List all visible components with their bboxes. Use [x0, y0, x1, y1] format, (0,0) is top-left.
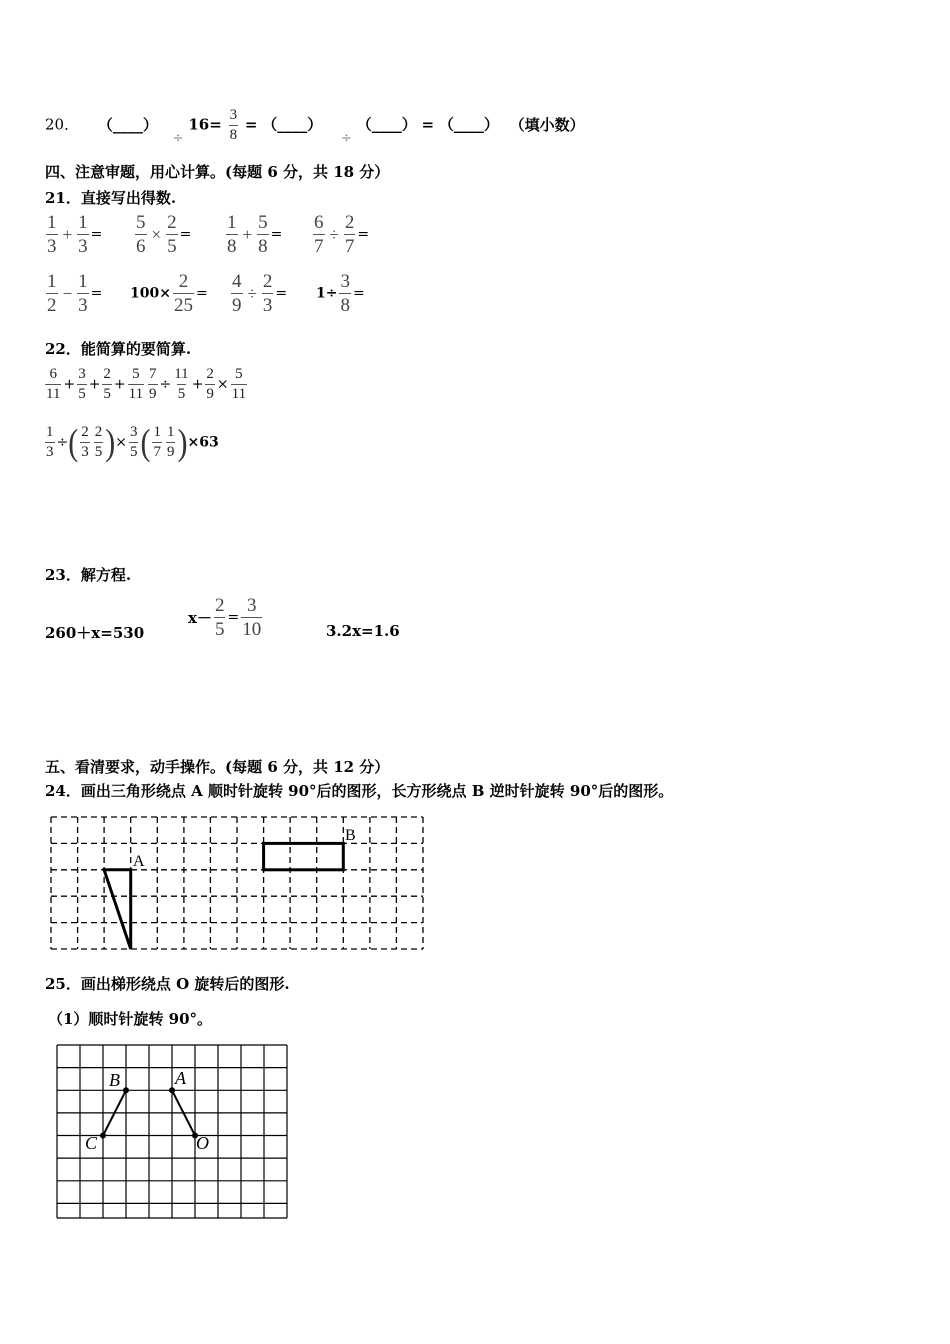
- point-c-label: C: [85, 1133, 98, 1153]
- q24-title: 24．画出三角形绕点 A 顺时针旋转 90°后的图形，长方形绕点 B 逆时针旋转 90°后的图形。: [45, 782, 674, 800]
- fraction: $\frac{6}{7}$: [314, 212, 324, 257]
- fraction: $\frac{3}{5}$: [78, 366, 86, 402]
- fraction: $\frac{2}{5}$: [103, 366, 111, 402]
- q21-item-7: $\frac{4}{9}$ ÷ $\frac{2}{3}$ =: [232, 271, 288, 316]
- point-b-label: B: [109, 1070, 120, 1090]
- fraction: $\frac{1}{7}$: [153, 424, 161, 460]
- q22-expr-2: $\frac{7}{9}$ ÷ $\frac{11}{5}$ + $\frac{2}{9}$ × $\frac{5}{11}$: [149, 366, 247, 402]
- fraction: $\frac{5}{11}$: [231, 366, 247, 402]
- fraction: $\frac{5}{8}$: [258, 212, 268, 257]
- point-a-label: A: [175, 1068, 186, 1088]
- fraction: $\frac{2}{7}$: [344, 212, 355, 257]
- q22-expr-3: $\frac{1}{3}$ ÷( $\frac{2}{3}$ $\frac{2}{5}$ )× $\frac{3}{5}$ ( $\frac{1}{7}$ $\frac{1}{9}$ )×63: [46, 421, 219, 463]
- q21-item-5: $\frac{1}{2}$ − $\frac{1}{3}$ =: [47, 271, 103, 316]
- fraction: $\frac{11}{5}$: [174, 366, 189, 402]
- q21-item-3: $\frac{1}{8}$ + $\frac{5}{8}$ =: [227, 212, 283, 257]
- q20-div-sign-2: ÷: [341, 130, 352, 146]
- q20-eq-1: =: [244, 115, 258, 134]
- q20-blank-3[interactable]: （____）: [356, 115, 417, 134]
- point-o-label: O: [196, 1133, 209, 1153]
- fraction: $\frac{1}{3}$: [78, 271, 88, 316]
- fraction: $\frac{2}{5}$: [167, 212, 177, 257]
- dashed-grid: [51, 817, 423, 949]
- solid-grid: [57, 1045, 287, 1218]
- q20-line: [45, 107, 585, 146]
- fraction: $\frac{2}{25}$: [173, 271, 193, 316]
- q25-sub1: （1）顺时针旋转 90°。: [48, 1010, 213, 1028]
- triangle-shape: [104, 870, 131, 949]
- point-a-label: A: [133, 853, 145, 870]
- q23-title: 23．解方程.: [45, 566, 132, 584]
- fraction: $\frac{3}{8}$: [340, 271, 350, 316]
- q25-figure: [52, 1040, 292, 1222]
- q22-title: 22．能简算的要简算.: [45, 340, 192, 358]
- q21-item-1: $\frac{1}{3}$ + $\frac{1}{3}$ =: [47, 212, 103, 257]
- point-b-label: B: [345, 827, 356, 844]
- fraction: $\frac{3}{10}$: [242, 595, 262, 640]
- fraction: $\frac{1}{2}$: [47, 271, 57, 316]
- fraction: $\frac{5}{6}$: [136, 212, 146, 257]
- q23-eq-1: 260＋x=530: [45, 624, 145, 642]
- q20-eq-2: =: [421, 115, 435, 134]
- point-c: [100, 1133, 106, 1139]
- q21-item-4: $\frac{6}{7}$ ÷ $\frac{2}{7}$ =: [314, 212, 370, 257]
- fraction: $\frac{2}{3}$: [262, 271, 273, 316]
- section5-title: 五、看清要求，动手操作。(每题 6 分，共 12 分）: [45, 758, 390, 776]
- q21-item-2: $\frac{5}{6}$ × $\frac{2}{5}$ =: [136, 212, 192, 257]
- fraction: $\frac{5}{11}$: [128, 366, 144, 402]
- fraction: $\frac{2}{5}$: [214, 595, 225, 640]
- fraction: $\frac{1}{3}$: [46, 424, 54, 460]
- q21-item-6: 100× $\frac{2}{25}$ =: [130, 271, 208, 316]
- q20-blank-1[interactable]: （____）: [97, 115, 158, 134]
- point-a: [169, 1087, 175, 1093]
- fraction: $\frac{1}{3}$: [47, 212, 57, 257]
- q21-item-8: 1÷ $\frac{3}{8}$ =: [316, 271, 365, 316]
- q20-note: （填小数）: [509, 115, 585, 134]
- rectangle-shape: [264, 843, 344, 869]
- fraction: $\frac{2}{3}$: [81, 424, 89, 460]
- fraction: $\frac{1}{8}$: [227, 212, 237, 257]
- q20-div-sign-1: ÷: [172, 130, 184, 146]
- point-b: [123, 1087, 129, 1093]
- q24-figure: [45, 810, 430, 955]
- section4-title: 四、注意审题，用心计算。(每题 6 分，共 18 分）: [45, 163, 390, 181]
- fraction: $\frac{1}{3}$: [78, 212, 88, 257]
- fraction: $\frac{6}{11}$: [46, 366, 61, 402]
- q20-blank-4[interactable]: （____）: [438, 115, 499, 134]
- fraction: $\frac{2}{5}$: [94, 424, 103, 460]
- q20-number: 20．: [45, 115, 80, 134]
- fraction: $\frac{4}{9}$: [232, 271, 242, 316]
- fraction: $\frac{3}{5}$: [129, 424, 138, 460]
- q23-eq-2: x－ $\frac{2}{5}$ = $\frac{3}{10}$: [188, 595, 262, 640]
- q20-blank-2[interactable]: （____）: [262, 115, 323, 134]
- q25-title: 25．画出梯形绕点 O 旋转后的图形.: [45, 975, 290, 993]
- fraction: $\frac{7}{9}$: [149, 366, 157, 402]
- q23-eq-3: 3.2x=1.6: [326, 622, 400, 640]
- q22-expr-1: $\frac{6}{11}$ + $\frac{3}{5}$ + $\frac{2}{5}$ + $\frac{5}{11}$: [46, 366, 144, 402]
- q20-sixteen: 16=: [188, 115, 222, 134]
- q21-title: 21．直接写出得数.: [45, 189, 177, 207]
- fraction: $\frac{2}{9}$: [206, 366, 214, 402]
- q20-fraction: $\frac{3}{8}$: [229, 107, 238, 143]
- fraction: $\frac{1}{9}$: [166, 424, 175, 460]
